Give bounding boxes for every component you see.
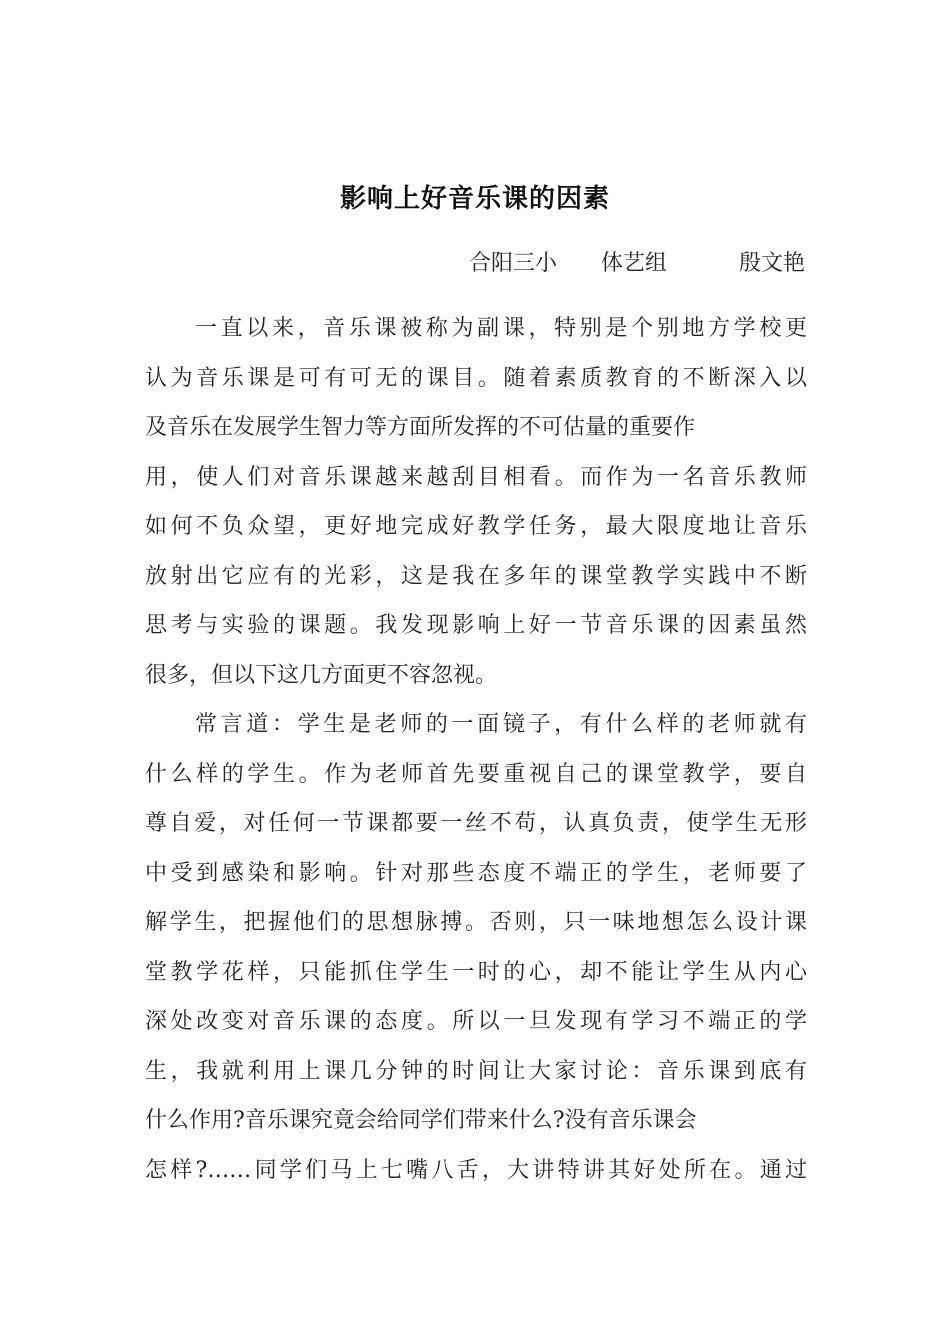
byline <box>469 246 805 277</box>
document-body <box>145 304 807 1195</box>
text-line: 思考与实验的课题。我发现影响上好一节音乐课的因素虽然 <box>145 613 807 638</box>
text-line: 一直以来，音乐课被称为副课，特别是个别地方学校更 <box>195 316 807 341</box>
text-line: 很多，但以下这几方面更不容忽视。 <box>145 662 498 688</box>
text-line: 如何不负众望，更好地完成好教学任务，最大限度地让音乐 <box>145 514 807 539</box>
text-line: 尊自爱，对任何一节课都要一丝不苟，认真负责，使学生无形 <box>145 811 807 836</box>
text-line: 常言道：学生是老师的一面镜子，有什么样的老师就有 <box>195 712 807 737</box>
document-title: 影响上好音乐课的因素 <box>339 184 610 214</box>
byline-author: 殷文艳 <box>738 251 805 276</box>
text-line: 怎样?……同学们马上七嘴八舌，大讲特讲其好处所在。通过 <box>145 1157 807 1183</box>
text-line: 认为音乐课是可有可无的课目。随着素质教育的不断深入以 <box>145 365 807 391</box>
text-line: 及音乐在发展学生智力等方面所发挥的不可估量的重要作 <box>145 415 696 440</box>
text-line: 放射出它应有的光彩，这是我在多年的课堂教学实践中不断 <box>145 563 807 589</box>
text-line: 生，我就利用上课几分钟的时间让大家讨论：音乐课到底有 <box>145 1058 807 1084</box>
text-line: 用，使人们对音乐课越来越刮目相看。而作为一名音乐教师 <box>145 464 807 490</box>
byline-group: 体艺组 <box>600 251 667 276</box>
text-line: 什么样的学生。作为老师首先要重视自己的课堂教学，要自 <box>145 761 807 787</box>
byline-school: 合阳三小 <box>468 251 557 276</box>
text-line: 堂教学花样，只能抓住学生一时的心，却不能让学生从内心 <box>145 959 807 985</box>
text-line: 解学生，把握他们的思想脉搏。否则，只一味地想怎么设计课 <box>145 910 807 935</box>
text-line: 什么作用?音乐课究竟会给同学们带来什么?没有音乐课会 <box>145 1108 697 1133</box>
text-line: 中受到感染和影响。针对那些态度不端正的学生，老师要了 <box>145 860 807 886</box>
text-line: 深处改变对音乐课的态度。所以一旦发现有学习不端正的学 <box>145 1009 807 1034</box>
